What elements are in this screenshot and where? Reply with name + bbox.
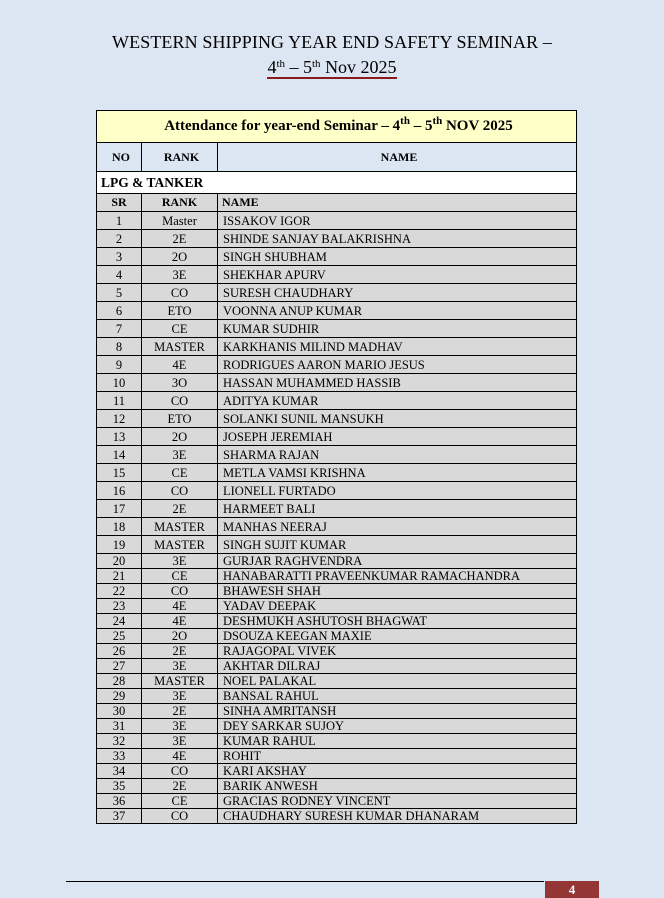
row-sr: 11 [97,392,142,410]
table-banner: Attendance for year-end Seminar – 4th – 5th NOV 2025 [97,111,577,143]
table-row [97,554,577,569]
table-row [97,266,577,284]
table-row [97,392,577,410]
table-row [97,779,577,794]
table-row [97,584,577,599]
row-name: YADAV DEEPAK [218,599,577,614]
row-rank: 2O [142,629,218,644]
row-rank: 2O [142,248,218,266]
table-row [97,302,577,320]
column-name: NAME [218,194,577,212]
row-sr: 19 [97,536,142,554]
header-no: NO [97,143,142,172]
header-rank: RANK [142,143,218,172]
section-row [97,172,577,194]
column-rank: RANK [142,194,218,212]
row-sr: 3 [97,248,142,266]
table-row [97,500,577,518]
table-row [97,284,577,302]
table-row [97,338,577,356]
row-name: KARI AKSHAY [218,764,577,779]
row-name: RAJAGOPAL VIVEK [218,644,577,659]
table-row [97,764,577,779]
row-name: SURESH CHAUDHARY [218,284,577,302]
row-rank: CO [142,482,218,500]
row-sr: 37 [97,809,142,824]
row-sr: 17 [97,500,142,518]
page-subtitle: 4th – 5th Nov 2025 [267,57,397,77]
table-row [97,659,577,674]
row-name: KARKHANIS MILIND MADHAV [218,338,577,356]
row-rank: CO [142,284,218,302]
row-name: DSOUZA KEEGAN MAXIE [218,629,577,644]
row-sr: 25 [97,629,142,644]
row-name: SHARMA RAJAN [218,446,577,464]
row-name: GURJAR RAGHVENDRA [218,554,577,569]
table-row [97,749,577,764]
row-rank: Master [142,212,218,230]
table-row [97,446,577,464]
row-name: HARMEET BALI [218,500,577,518]
row-sr: 12 [97,410,142,428]
table-row [97,809,577,824]
row-rank: MASTER [142,674,218,689]
row-name: SOLANKI SUNIL MANSUKH [218,410,577,428]
row-rank: CE [142,569,218,584]
row-sr: 1 [97,212,142,230]
row-sr: 21 [97,569,142,584]
row-name: BHAWESH SHAH [218,584,577,599]
row-sr: 36 [97,794,142,809]
row-sr: 22 [97,584,142,599]
row-name: METLA VAMSI KRISHNA [218,464,577,482]
row-rank: 3E [142,266,218,284]
row-rank: 2O [142,428,218,446]
row-sr: 31 [97,719,142,734]
table-row [97,320,577,338]
row-rank: 2E [142,704,218,719]
attendance-table [96,110,577,824]
row-name: VOONNA ANUP KUMAR [218,302,577,320]
row-rank: MASTER [142,518,218,536]
table-row [97,734,577,749]
row-rank: 3E [142,446,218,464]
row-rank: 3O [142,374,218,392]
column-sr: SR [97,194,142,212]
row-rank: 4E [142,599,218,614]
row-sr: 32 [97,734,142,749]
row-sr: 26 [97,644,142,659]
row-name: CHAUDHARY SURESH KUMAR DHANARAM [218,809,577,824]
row-name: AKHTAR DILRAJ [218,659,577,674]
row-sr: 24 [97,614,142,629]
row-name: SHEKHAR APURV [218,266,577,284]
table-row [97,428,577,446]
row-sr: 14 [97,446,142,464]
row-rank: 3E [142,659,218,674]
row-name: BARIK ANWESH [218,779,577,794]
table-row [97,248,577,266]
row-name: ROHIT [218,749,577,764]
row-rank: CO [142,392,218,410]
row-sr: 10 [97,374,142,392]
row-rank: 2E [142,779,218,794]
row-rank: CE [142,794,218,809]
row-name: DEY SARKAR SUJOY [218,719,577,734]
table-banner-row [97,111,577,143]
table-row [97,356,577,374]
header-name: NAME [218,143,577,172]
table-row [97,614,577,629]
row-rank: 4E [142,614,218,629]
row-rank: 4E [142,356,218,374]
row-rank: 2E [142,644,218,659]
row-rank: MASTER [142,338,218,356]
row-sr: 2 [97,230,142,248]
table-row [97,704,577,719]
row-name: HANABARATTI PRAVEENKUMAR RAMACHANDRA [218,569,577,584]
row-rank: CO [142,584,218,599]
row-name: MANHAS NEERAJ [218,518,577,536]
row-sr: 6 [97,302,142,320]
row-name: ISSAKOV IGOR [218,212,577,230]
page-number: 4 [545,881,599,898]
table-row [97,794,577,809]
row-sr: 30 [97,704,142,719]
section-title: LPG & TANKER [97,172,577,194]
row-rank: ETO [142,410,218,428]
table-header-row [97,143,577,172]
table-row [97,674,577,689]
row-rank: 3E [142,689,218,704]
row-rank: 4E [142,749,218,764]
row-sr: 34 [97,764,142,779]
row-sr: 28 [97,674,142,689]
row-sr: 13 [97,428,142,446]
row-sr: 15 [97,464,142,482]
row-name: RODRIGUES AARON MARIO JESUS [218,356,577,374]
table-row [97,569,577,584]
table-row [97,464,577,482]
row-rank: ETO [142,302,218,320]
row-sr: 20 [97,554,142,569]
row-sr: 18 [97,518,142,536]
row-name: SINHA AMRITANSH [218,704,577,719]
row-name: ADITYA KUMAR [218,392,577,410]
row-sr: 4 [97,266,142,284]
row-sr: 16 [97,482,142,500]
table-row [97,230,577,248]
table-row [97,644,577,659]
table-row [97,719,577,734]
table-row [97,482,577,500]
table-row [97,629,577,644]
row-rank: CE [142,320,218,338]
row-sr: 7 [97,320,142,338]
row-sr: 23 [97,599,142,614]
row-sr: 5 [97,284,142,302]
footer-divider [66,881,544,882]
table-row [97,410,577,428]
row-sr: 27 [97,659,142,674]
table-row [97,518,577,536]
row-rank: 3E [142,554,218,569]
row-rank: CO [142,764,218,779]
row-name: SINGH SHUBHAM [218,248,577,266]
row-name: SINGH SUJIT KUMAR [218,536,577,554]
row-name: HASSAN MUHAMMED HASSIB [218,374,577,392]
row-rank: CO [142,809,218,824]
table-row [97,536,577,554]
row-name: NOEL PALAKAL [218,674,577,689]
table-row [97,374,577,392]
row-rank: 3E [142,719,218,734]
row-rank: MASTER [142,536,218,554]
row-name: BANSAL RAHUL [218,689,577,704]
row-name: LIONELL FURTADO [218,482,577,500]
row-sr: 29 [97,689,142,704]
row-name: GRACIAS RODNEY VINCENT [218,794,577,809]
section-column-header-row [97,194,577,212]
row-sr: 35 [97,779,142,794]
row-name: SHINDE SANJAY BALAKRISHNA [218,230,577,248]
row-name: KUMAR SUDHIR [218,320,577,338]
page-title: WESTERN SHIPPING YEAR END SAFETY SEMINAR – [112,32,552,52]
row-rank: 2E [142,500,218,518]
table-row [97,599,577,614]
table-row [97,212,577,230]
row-rank: 2E [142,230,218,248]
row-rank: 3E [142,734,218,749]
row-sr: 33 [97,749,142,764]
row-name: DESHMUKH ASHUTOSH BHAGWAT [218,614,577,629]
table-row [97,689,577,704]
row-sr: 9 [97,356,142,374]
row-name: JOSEPH JEREMIAH [218,428,577,446]
row-rank: CE [142,464,218,482]
row-name: KUMAR RAHUL [218,734,577,749]
row-sr: 8 [97,338,142,356]
